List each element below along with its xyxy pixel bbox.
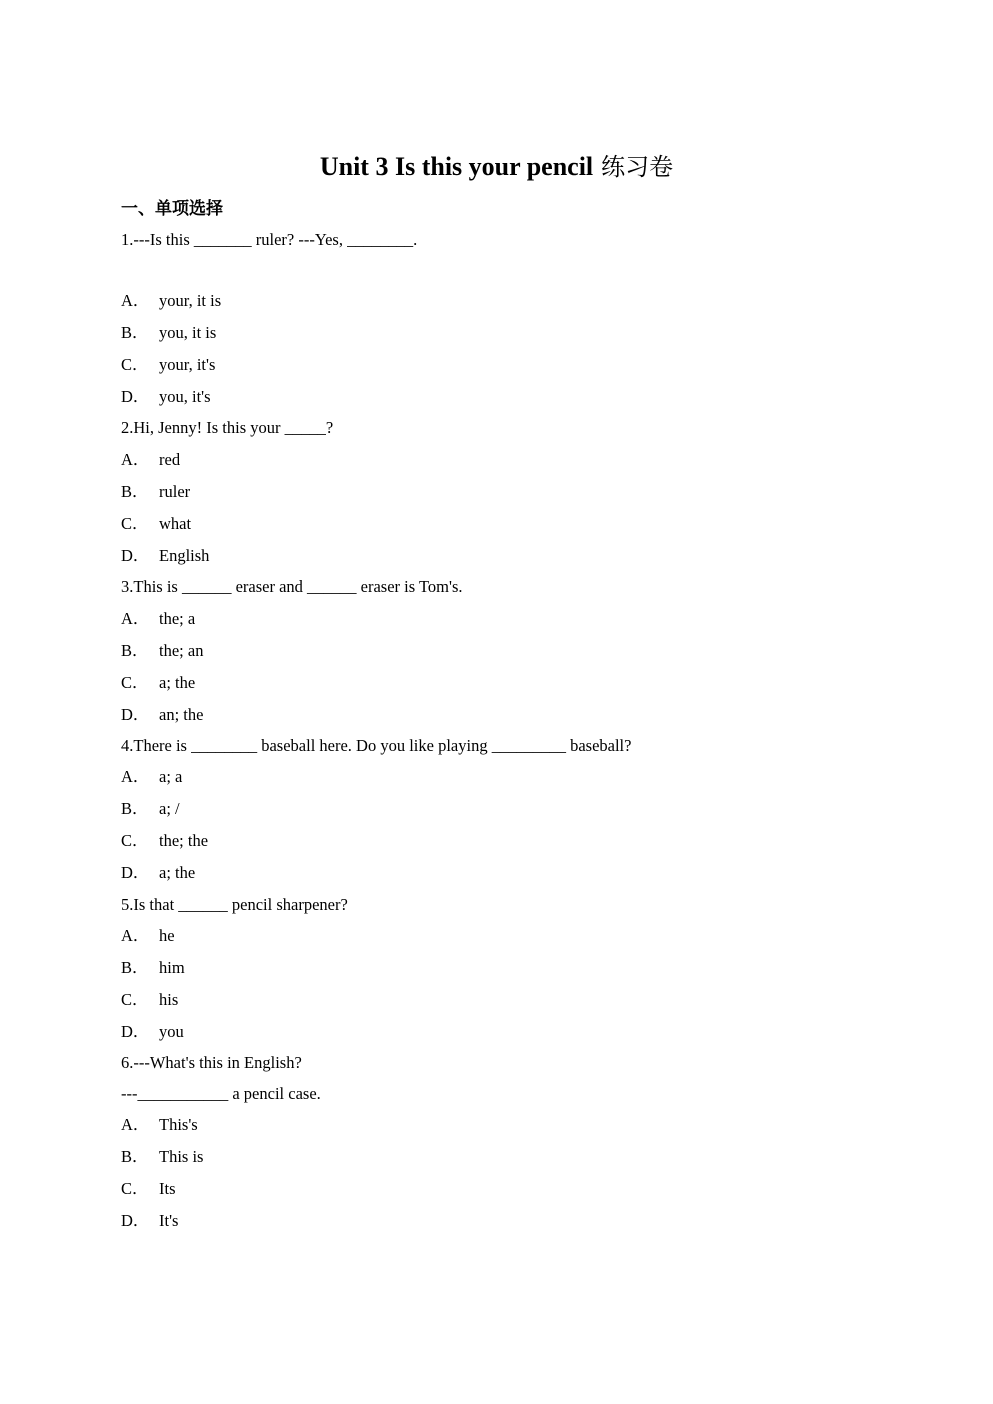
option-letter: C．: [121, 990, 149, 1009]
q6-option-d: [121, 1210, 178, 1232]
option-letter: A．: [121, 767, 150, 786]
q4-option-b: [121, 798, 180, 820]
option-letter: A．: [121, 926, 150, 945]
question-2-stem: 2.Hi, Jenny! Is this your _____?: [121, 418, 334, 437]
option-text: what: [159, 514, 192, 533]
option-text: This's: [159, 1115, 198, 1134]
option-text: a; /: [159, 799, 180, 818]
option-letter: D．: [121, 1022, 150, 1041]
q2-option-a: [121, 449, 180, 471]
q5-option-c: [121, 989, 178, 1011]
question-4-stem: 4.There is ________ baseball here. Do you like playing _________ baseball?: [121, 736, 632, 755]
option-text: ruler: [159, 482, 191, 501]
option-letter: D．: [121, 387, 150, 406]
page-title: [0, 150, 993, 184]
q3-option-a: [121, 608, 195, 630]
option-text: the; an: [159, 641, 204, 660]
option-text: the; the: [159, 831, 209, 850]
option-text: the; a: [159, 609, 196, 628]
q3-option-d: [121, 704, 203, 726]
option-text: a; a: [159, 767, 183, 786]
q4-option-c: [121, 830, 208, 852]
question-5-stem: 5.Is that ______ pencil sharpener?: [121, 895, 348, 914]
option-letter: B．: [121, 1147, 149, 1166]
title-text: Unit 3 Is this your pencil: [319, 152, 594, 181]
option-text: your, it is: [159, 291, 222, 310]
q1-option-a: [121, 290, 221, 312]
question-6-stem: 6.---What's this in English?: [121, 1053, 302, 1072]
q5-option-a: [121, 925, 175, 947]
option-letter: D．: [121, 705, 150, 724]
q2-option-d: [121, 545, 209, 567]
option-text: It's: [159, 1211, 179, 1230]
option-letter: B．: [121, 799, 149, 818]
q6-option-c: [121, 1178, 176, 1200]
option-letter: C．: [121, 831, 149, 850]
option-letter: D．: [121, 1211, 150, 1230]
option-text: he: [159, 926, 175, 945]
option-text: a; the: [159, 863, 196, 882]
q4-option-a: [121, 766, 182, 788]
option-letter: B．: [121, 641, 149, 660]
option-letter: B．: [121, 323, 149, 342]
option-letter: B．: [121, 482, 149, 501]
option-letter: C．: [121, 673, 149, 692]
q5-option-b: [121, 957, 185, 979]
option-letter: B．: [121, 958, 149, 977]
option-letter: C．: [121, 355, 149, 374]
option-text: you, it's: [159, 387, 211, 406]
option-text: English: [159, 546, 210, 565]
option-text: you, it is: [159, 323, 217, 342]
option-text: This is: [159, 1147, 204, 1166]
q6-option-a: [121, 1114, 198, 1136]
option-text: Its: [159, 1179, 176, 1198]
q5-option-d: [121, 1021, 184, 1043]
title-cn: 练习卷: [601, 153, 674, 181]
option-letter: A．: [121, 450, 150, 469]
option-text: an; the: [159, 705, 204, 724]
q3-option-b: [121, 640, 203, 662]
question-1-stem: 1.---Is this _______ ruler? ---Yes, ________.: [121, 230, 418, 249]
option-text: your, it's: [159, 355, 216, 374]
q2-option-b: [121, 481, 190, 503]
q4-option-d: [121, 862, 195, 884]
q6-option-b: [121, 1146, 203, 1168]
q1-option-d: [121, 386, 211, 408]
q2-option-c: [121, 513, 191, 535]
option-letter: D．: [121, 546, 150, 565]
option-letter: A．: [121, 291, 150, 310]
option-letter: C．: [121, 514, 149, 533]
section-heading: 一、单项选择: [121, 199, 223, 219]
q3-option-c: [121, 672, 195, 694]
option-text: his: [159, 990, 179, 1009]
option-text: a; the: [159, 673, 196, 692]
option-text: you: [159, 1022, 184, 1041]
option-letter: C．: [121, 1179, 149, 1198]
q1-option-b: [121, 322, 216, 344]
question-3-stem: 3.This is ______ eraser and ______ eraser is Tom's.: [121, 577, 463, 596]
option-letter: A．: [121, 1115, 150, 1134]
question-6-stem-line-2: ---___________ a pencil case.: [121, 1084, 321, 1103]
q1-option-c: [121, 354, 215, 376]
option-text: him: [159, 958, 185, 977]
option-letter: D．: [121, 863, 150, 882]
option-text: red: [159, 450, 181, 469]
option-letter: A．: [121, 609, 150, 628]
